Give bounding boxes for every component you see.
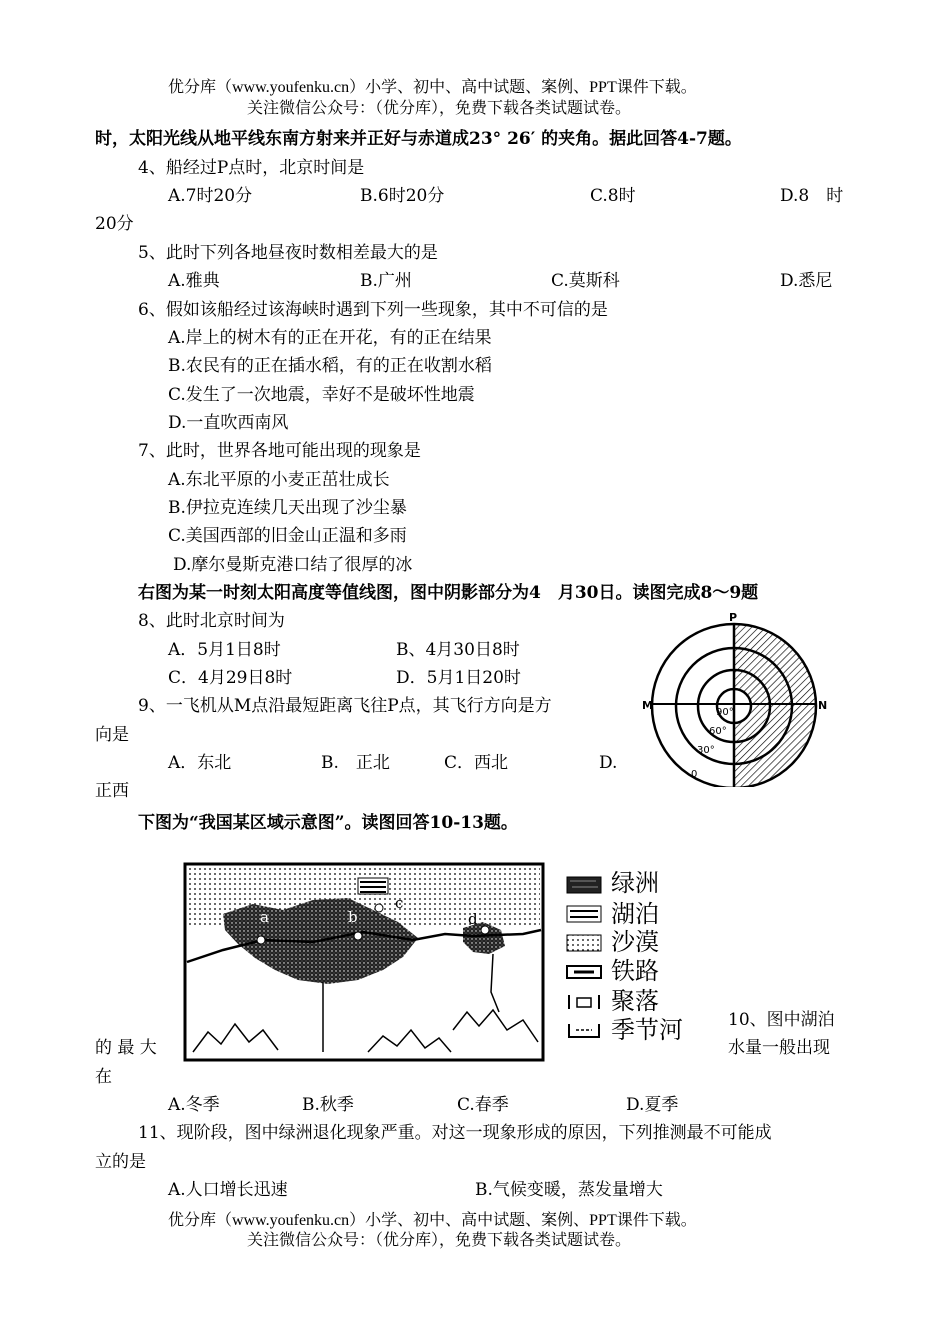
q4-stem: 4、船经过P点时，北京时间是 — [138, 158, 365, 178]
legend-symbol-oasis — [566, 875, 602, 895]
legend-label-seasonal-river: 季节河 — [611, 1016, 683, 1044]
q9-option-c: C．西北 — [444, 753, 509, 773]
q9-stem-cont: 向是 — [95, 725, 129, 745]
settlement-c — [375, 904, 383, 912]
q5-option-b: B.广州 — [360, 271, 412, 291]
q7-option-c: C.美国西部的旧金山正温和多雨 — [168, 526, 407, 546]
q6-option-c: C.发生了一次地震，幸好不是破坏性地震 — [168, 385, 475, 405]
settlement-b — [354, 932, 362, 940]
intro-10-13: 下图为“我国某区域示意图”。读图回答10-13题。 — [138, 813, 518, 833]
label-30: 30° — [697, 745, 715, 756]
q8-option-a: A．5月1日8时 — [168, 640, 281, 660]
q7-option-d: D.摩尔曼斯克港口结了很厚的冰 — [173, 555, 413, 575]
settlement-d — [481, 926, 489, 934]
legend-label-oasis: 绿洲 — [611, 869, 659, 897]
q9-option-d: D. — [599, 753, 618, 773]
q4-option-a: A.7时20分 — [168, 186, 253, 206]
q10-stem-left-2: 在 — [95, 1067, 112, 1087]
legend-label-lake: 湖泊 — [611, 900, 659, 928]
q10-option-b: B.秋季 — [302, 1095, 354, 1115]
q6-option-d: D.一直吹西南风 — [168, 413, 289, 433]
q10-option-d: D.夏季 — [626, 1095, 679, 1115]
map-label-a: a — [260, 908, 269, 926]
label-0: 0 — [691, 769, 698, 780]
q5-stem: 5、此时下列各地昼夜时数相差最大的是 — [138, 243, 438, 263]
q10-option-c: C.春季 — [457, 1095, 509, 1115]
q7-option-a: A.东北平原的小麦正茁壮成长 — [168, 470, 390, 490]
legend-symbol-lake — [566, 904, 602, 924]
q9-option-b: B. 正北 — [321, 753, 390, 773]
label-p: P — [729, 612, 738, 624]
header-line-2: 关注微信公众号：（优分库），免费下载各类试题试卷。 — [247, 100, 632, 117]
header-line-1: 优分库（www.youfenku.cn）小学、初中、高中试题、案例、PPT课件下载。 — [168, 79, 697, 96]
map-label-d: d — [468, 910, 478, 928]
label-n: N — [818, 699, 828, 712]
q7-stem: 7、此时，世界各地可能出现的现象是 — [138, 441, 421, 461]
legend-label-desert: 沙漠 — [611, 928, 659, 956]
q9-option-d-cont: 正西 — [95, 781, 129, 801]
q6-stem: 6、假如该船经过该海峡时遇到下列一些现象，其中不可信的是 — [138, 300, 608, 320]
map-label-c: c — [395, 894, 404, 912]
legend-symbol-seasonal-river — [566, 1021, 602, 1041]
q10-stem-left: 的 最 大 — [95, 1038, 157, 1058]
map-label-b: b — [348, 908, 358, 926]
legend-label-settlement: 聚落 — [611, 987, 659, 1015]
q8-stem: 8、此时北京时间为 — [138, 611, 285, 631]
q11-stem-cont: 立的是 — [95, 1152, 146, 1172]
legend-label-railway: 铁路 — [611, 957, 659, 985]
settlement-a — [257, 936, 265, 944]
q4-option-d-cont: 20分 — [95, 214, 134, 234]
q6-option-a: A.岸上的树木有的正在开花，有的正在结果 — [168, 328, 492, 348]
q5-option-d: D.悉尼 — [780, 271, 833, 291]
q9-stem: 9、一飞机从M点沿最短距离飞往P点，其飞行方向是方 — [138, 696, 552, 716]
q4-option-d: D.8 时 — [780, 186, 844, 206]
q6-option-b: B.农民有的正在插水稻，有的正在收割水稻 — [168, 356, 492, 376]
q11-option-b: B.气候变暖，蒸发量增大 — [475, 1180, 663, 1200]
q7-option-b: B.伊拉克连续几天出现了沙尘暴 — [168, 498, 407, 518]
q9-option-a: A．东北 — [168, 753, 232, 773]
region-map — [183, 862, 545, 1062]
q4-option-c: C.8时 — [590, 186, 636, 206]
label-m: M — [642, 699, 653, 712]
q10-stem-right-2: 水量一般出现 — [728, 1038, 830, 1058]
q4-option-b: B.6时20分 — [360, 186, 445, 206]
q8-option-c: C．4月29日8时 — [168, 668, 293, 688]
q5-option-a: A.雅典 — [168, 271, 220, 291]
label-90: 90° — [716, 707, 734, 718]
footer-line-2: 关注微信公众号：（优分库），免费下载各类试题试卷。 — [247, 1232, 632, 1249]
q11-stem: 11、现阶段，图中绿洲退化现象严重。对这一现象形成的原因，下列推测最不可能成 — [138, 1123, 772, 1143]
legend-symbol-settlement — [566, 992, 602, 1012]
sun-altitude-diagram — [625, 612, 845, 787]
legend-symbol-railway — [566, 962, 602, 982]
intro-continuation: 时，太阳光线从地平线东南方射来并正好与赤道成23° 26′ 的夹角。据此回答4-7题。 — [95, 129, 742, 149]
q10-stem-right: 10、图中湖泊 — [728, 1010, 835, 1030]
q11-option-a: A.人口增长迅速 — [168, 1180, 288, 1200]
footer-line-1: 优分库（www.youfenku.cn）小学、初中、高中试题、案例、PPT课件下载。 — [168, 1212, 697, 1229]
q8-option-d: D．5月1日20时 — [396, 668, 521, 688]
label-60: 60° — [709, 726, 727, 737]
q8-option-b: B、4月30日8时 — [396, 640, 520, 660]
q10-option-a: A.冬季 — [168, 1095, 220, 1115]
q5-option-c: C.莫斯科 — [551, 271, 620, 291]
intro-8-9: 右图为某一时刻太阳高度等值线图，图中阴影部分为4 月30日。读图完成8～9题 — [138, 583, 759, 603]
legend-symbol-desert — [566, 933, 602, 953]
